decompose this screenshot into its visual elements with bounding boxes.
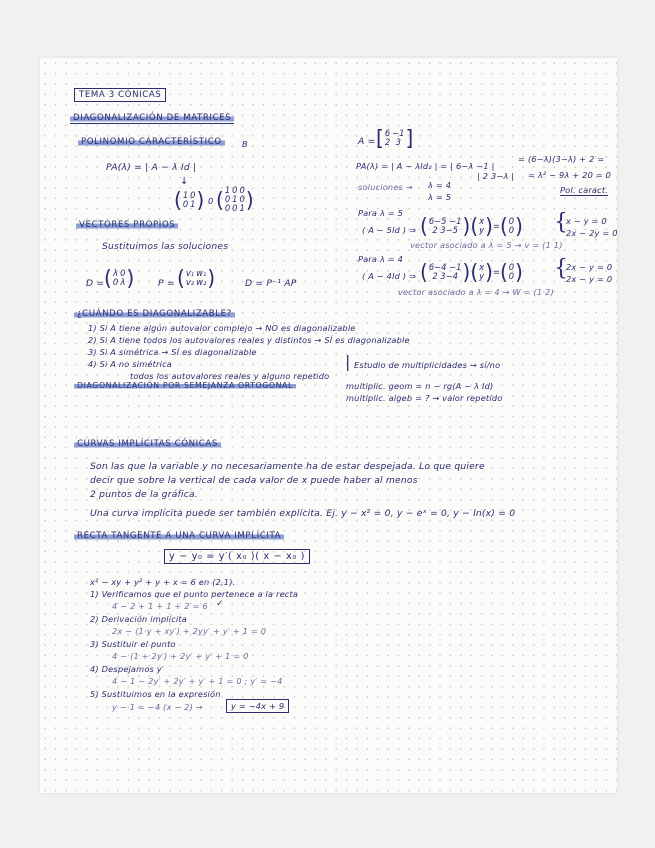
step-2: 2) Derivación implícita [90,614,188,624]
tangent-formula: y − y₀ = y′( x₀ )( x − x₀ ) [164,549,310,564]
subheading-curvas-implicitas: CURVAS IMPLÍCITAS CÓNICAS [74,439,221,449]
para-5-label: Para λ = 5 [358,208,404,218]
example-matrix-a: [ 6 2 −1 3 ] [376,125,414,151]
pa-result: = (6−λ)(3−λ) + 2 = [518,154,605,164]
system-4-left: ( A − 4Id ) ⇒ [362,271,417,281]
subheading-mark: B [242,139,248,149]
step-1: 1) Verificamos que el punto pertenece a la recta [90,589,299,599]
check-icon: ✓ [216,599,224,609]
similarity-equation: D = P⁻¹ AP [245,278,297,289]
step-5b: y − 1 = −4 (x − 2) → [112,702,203,712]
system-4-eq2: 2x − y = 0 [566,274,613,284]
system-5-eq2: 2x − 2y = 0 [566,228,618,238]
multiplicity-brace: | [345,352,351,371]
vector-5: vector asociado a λ = 5 → v = (1 1) [410,240,563,250]
p-label: P = [158,278,175,289]
solution-1: λ = 4 [428,180,452,190]
system-4-eq1: 2x − y = 0 [566,262,613,272]
diag-item-4-cont: todos los autovalores reales y alguno repetido [130,371,330,381]
d-label: D = [86,278,105,289]
vector-4: vector asociado a λ = 4 → W = (1 2) [398,287,554,297]
system-5-matrix: ( 6−5 −1 2 3−5 ) ( x y ) = ( 0 0 ) [420,213,523,239]
notebook-page [40,58,617,793]
identity-3x3: ( 1 0 0 0 1 0 0 0 1 ) [216,185,254,213]
step-1b: 4 − 2 + 1 + 1 + 2 = 6 [112,601,208,611]
system-5-eq1: x − y = 0 [566,216,607,226]
matrix-p: ( v₁ v₂ w₁ w₂ ) [177,265,216,291]
example-a-label: A = [358,136,376,147]
identity-2x2: ( 1 0 0 1 ) [174,187,205,213]
solutions-label: soluciones → [358,182,413,192]
final-answer-box: y = −4x + 9 [226,699,289,713]
pa-line: PA(λ) = | A − λId₂ | = | 6−λ −1 | [356,161,495,171]
tangent-example: x² − xy + y² + y + x = 6 en (2,1). [90,577,236,587]
multiplicity-algeb: multiplic. algeb = ? → valor repetido [346,393,503,403]
down-arrow-icon: ↓ [180,176,189,187]
diag-item-3: 3) Si A simétrica → SÍ es diagonalizable [88,347,257,357]
step-4b: 4 − 1 − 2y′ + 2y′ + y′ + 1 = 0 ; y′ = −4 [112,676,283,686]
subheading-polinomio: POLINOMIO CARACTERÍSTICO [78,137,225,147]
subheading-diagonalizable: ¿CUÁNDO ES DIAGONALIZABLE? [74,309,235,319]
page-title: TEMA 3 CÓNICAS [74,88,166,102]
matrix-d: ( λ 0 0 λ ) [104,265,135,291]
step-3: 3) Sustituir el punto [90,639,176,649]
diag-item-2: 2) Si A tiene todos los autovalores reales y distintos → SÍ es diagonalizable [88,335,410,345]
implicit-p3: 2 puntos de la gráfica. [90,489,198,500]
matrix-separator: 0 [208,196,214,206]
subheading-ortogonal: DIAGONALIZACIÓN POR SEMEJANZA ORTOGONAL [74,381,296,390]
system-4-brace: { [554,256,568,281]
multiplicity-study: Estudio de multiplicidades → sí/no [354,360,501,370]
diag-item-1: 1) Si A tiene algún autovalor complejo → NO es diagonalizable [88,323,356,333]
step-5: 5) Sustituimos en la expresión [90,689,221,699]
subheading-recta-tangente: RECTA TANGENTE A UNA CURVA IMPLÍCITA [74,531,284,541]
pa-line2: | 2 3−λ | [477,171,515,181]
step-4: 4) Despejamos y′ [90,664,164,674]
poly-formula: PA(λ) = | A − λ Id | [106,162,197,173]
para-4-label: Para λ = 4 [358,254,404,264]
implicit-p1: Son las que la variable y no necesariamente ha de estar despejada. Lo que quiere [90,461,485,472]
system-4-matrix: ( 6−4 −1 2 3−4 ) ( x y ) = ( 0 0 ) [420,259,523,285]
step-3b: 4 − (1 + 2y′) + 2y′ + y′ + 1 = 0 [112,651,249,661]
subheading-vectores-propios: VECTORES PROPIOS [76,220,178,230]
multiplicity-geom: multiplic. geom = n − rg(A − λ Id) [346,381,494,391]
implicit-p2: decir que sobre la vertical de cada valor de x puede haber al menos [90,475,418,486]
pol-caract-label: Pol. caract. [560,185,609,195]
eigvec-text: Sustituimos las soluciones [102,241,229,252]
section-heading-diagonalizacion: DIAGONALIZACIÓN DE MATRICES [70,113,234,124]
system-5-left: ( A − 5Id ) ⇒ [362,225,417,235]
implicit-p4: Una curva implícita puede ser también explícita. Ej. y − x² = 0, y − eˣ = 0, y − ln(x) = 0 [90,508,516,519]
pa-result2: = λ² − 9λ + 20 = 0 [528,170,612,180]
diag-item-4: 4) Si A no simétrica [88,359,173,369]
system-5-brace: { [554,210,568,235]
solution-2: λ = 5 [428,192,452,202]
step-2b: 2x − (1·y + xy′) + 2yy′ + y′ + 1 = 0 [112,626,267,636]
